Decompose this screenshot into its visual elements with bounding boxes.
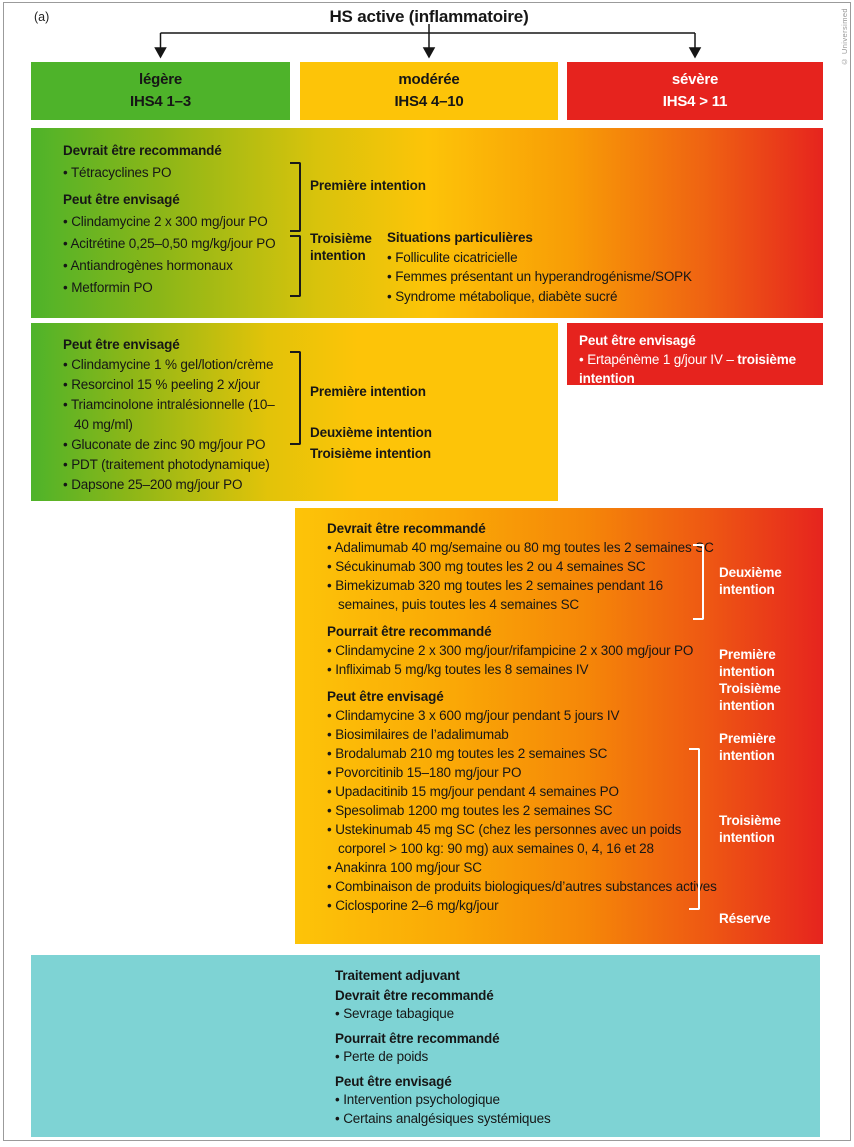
list-item: • Brodalumab 210 mg toutes les 2 semaines SC — [327, 744, 719, 763]
list-item: • Resorcinol 15 % peeling 2 x/jour — [63, 375, 304, 395]
list-item: • Combinaison de produits biologiques/d’autres substances actives — [327, 877, 719, 896]
group-heading: Devrait être recommandé — [335, 987, 494, 1003]
list-item: • Sevrage tabagique — [335, 1005, 820, 1024]
intention-label: Troisième intention — [719, 681, 781, 713]
group-heading: Devrait être recommandé — [63, 143, 222, 158]
list-item: • Certains analgésiques systémiques — [335, 1110, 820, 1129]
list-item: • PDT (traitement photodynamique) — [63, 455, 304, 475]
intention-label: Première intention — [310, 384, 426, 399]
severity-header-mild — [31, 62, 290, 120]
list-item: • Spesolimab 1200 mg toutes les 2 semaines SC — [327, 801, 719, 820]
severity-label: légère — [139, 71, 182, 89]
list-item: • Perte de poids — [335, 1048, 820, 1067]
list-item: • Biosimilaires de l’adalimumab — [327, 725, 719, 744]
block-systemic-oral — [31, 128, 823, 318]
intention-label: Troisième intention — [719, 813, 781, 845]
group-heading: Peut être envisagé — [327, 689, 444, 704]
list-item: • Bimekizumab 320 mg toutes les 2 semaines pendant 16 semaines, puis toutes les 4 semaines SC — [327, 576, 719, 614]
list-item: • Clindamycine 3 x 600 mg/jour pendant 5 jours IV — [327, 706, 719, 725]
list-item: • Dapsone 25–200 mg/jour PO — [63, 475, 304, 495]
intention-label: Deuxième intention — [719, 565, 782, 597]
list-item: • Gluconate de zinc 90 mg/jour PO — [63, 435, 304, 455]
block-biologics — [295, 508, 823, 944]
list-item: • Upadacitinib 15 mg/jour pendant 4 semaines PO — [327, 782, 719, 801]
group-heading: Pourrait être recommandé — [327, 624, 492, 639]
list-item: • Anakinra 100 mg/jour SC — [327, 858, 719, 877]
severity-range: IHS4 > 11 — [662, 93, 728, 110]
intention-label: Première intention — [719, 731, 776, 763]
list-item: • Adalimumab 40 mg/semaine ou 80 mg toutes les 2 semaines SC — [327, 538, 719, 557]
severity-label: modérée — [398, 71, 460, 89]
bracket-first-intention — [290, 162, 301, 232]
list-item: • Clindamycine 1 % gel/lotion/crème — [63, 355, 304, 375]
intention-label: Première intention — [719, 647, 776, 679]
group-heading: Peut être envisagé — [63, 337, 180, 352]
group-heading: Peut être envisagé — [63, 192, 180, 207]
list-item: • Ciclosporine 2–6 mg/kg/jour — [327, 896, 719, 915]
severity-range: IHS4 4–10 — [394, 93, 464, 110]
group-heading: Peut être envisagé — [579, 333, 696, 348]
list-item: • Ustekinumab 45 mg SC (chez les personnes avec un poids corporel > 100 kg: 90 mg) aux semaines 0, 4, 16 et 28 — [327, 820, 719, 858]
adjuvant-title: Traitement adjuvant — [335, 968, 460, 983]
list-item: • Acitrétine 0,25–0,50 mg/kg/jour PO — [63, 233, 823, 255]
item-text: Ertapénème 1 g/jour IV – — [587, 352, 738, 367]
panel-label: (a) — [34, 10, 50, 24]
list-item: • Povorcitinib 15–180 mg/jour PO — [327, 763, 719, 782]
intention-label: Première intention — [310, 178, 426, 193]
severity-label: sévère — [671, 71, 719, 89]
list-item: • Triamcinolone intralésionnelle (10–40 mg/ml) — [63, 395, 289, 435]
bracket-first-intention — [290, 351, 301, 445]
severity-header-severe — [567, 62, 823, 120]
block-topical — [31, 323, 558, 501]
list-item — [579, 350, 811, 388]
group-heading: Situations particulières — [387, 230, 533, 245]
special-situations — [387, 228, 807, 306]
list-item: • Clindamycine 2 x 300 mg/jour/rifampicine 2 x 300 mg/jour PO — [327, 641, 719, 660]
bracket-third-intention — [290, 235, 301, 297]
severity-range: IHS4 1–3 — [130, 93, 191, 110]
list-item: • Femmes présentant un hyperandrogénisme/SOPK — [387, 267, 807, 287]
intention-label: Troisième intention — [310, 231, 372, 263]
item-bold-text: troisième intention — [579, 352, 796, 386]
group-heading: Peut être envisagé — [335, 1073, 452, 1089]
bracket-long — [689, 748, 700, 910]
block-adjuvant — [31, 955, 820, 1137]
intention-label: Deuxième intention — [310, 425, 432, 440]
group-heading: Pourrait être recommandé — [335, 1030, 500, 1046]
list-item: • Metformin PO — [63, 277, 823, 299]
branch-arrows — [0, 0, 854, 62]
list-item: • Sécukinumab 300 mg toutes les 2 ou 4 semaines SC — [327, 557, 719, 576]
severity-header-moderate — [300, 62, 558, 120]
list-item: • Tétracyclines PO — [63, 162, 823, 184]
list-item: • Folliculite cicatricielle — [387, 248, 807, 268]
list-item: • Syndrome métabolique, diabète sucré — [387, 287, 807, 307]
list-item: • Infliximab 5 mg/kg toutes les 8 semaines IV — [327, 660, 719, 679]
figure-title: HS active (inflammatoire) — [329, 7, 529, 26]
list-item: • Antiandrogènes hormonaux — [63, 255, 823, 277]
group-heading: Devrait être recommandé — [327, 521, 486, 536]
severe-side-box — [567, 323, 823, 385]
intention-label: Réserve — [719, 911, 771, 926]
credit-vertical-text: © Universimed — [840, 8, 849, 66]
bracket-second-intention — [693, 544, 704, 620]
list-item: • Intervention psychologique — [335, 1091, 820, 1110]
list-item: • Clindamycine 2 x 300 mg/jour PO — [63, 211, 823, 233]
intention-label: Troisième intention — [310, 446, 431, 461]
